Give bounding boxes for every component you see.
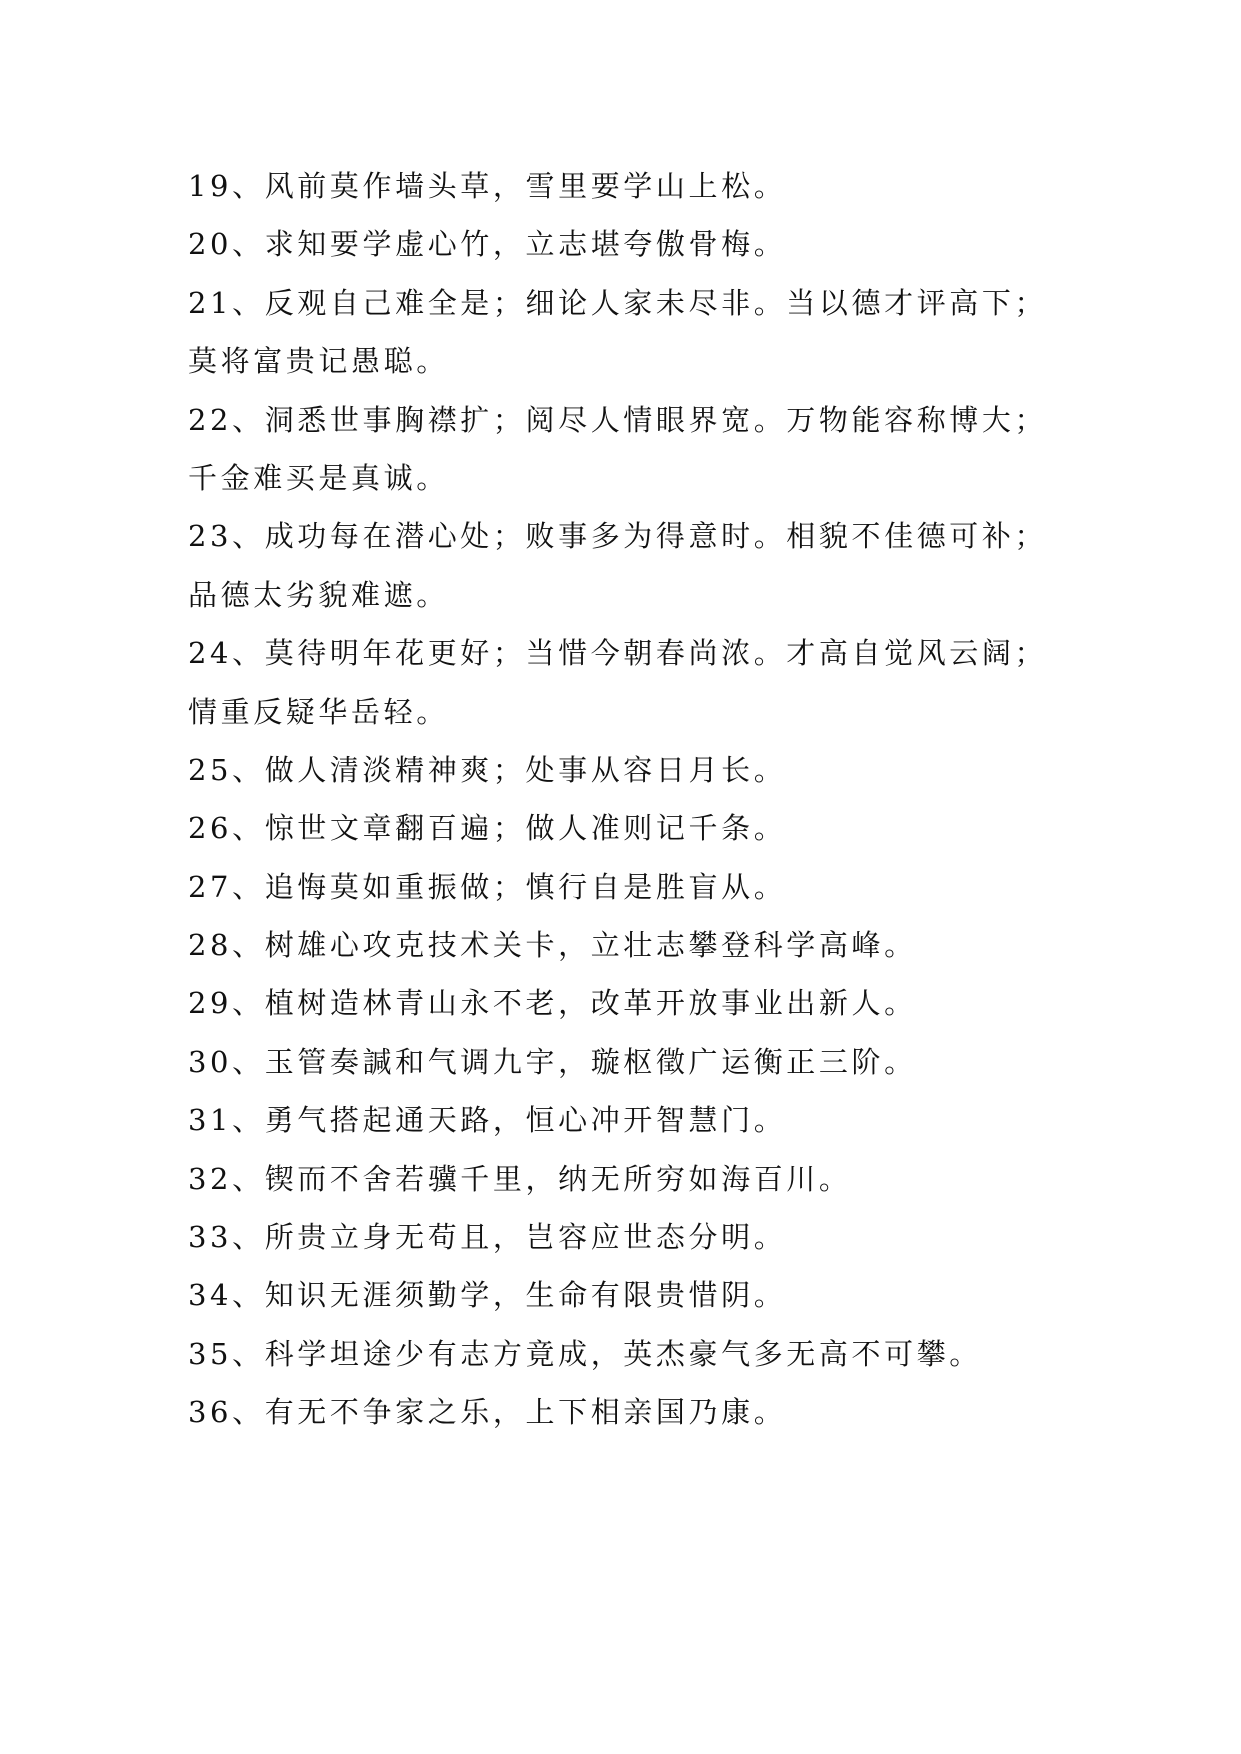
text-line-27: 27、追悔莫如重振做；慎行自是胜盲从。 [188, 869, 787, 904]
text-line-36: 36、有无不争家之乐，上下相亲国乃康。 [188, 1395, 787, 1430]
text-line-24a: 24、莫待明年花更好；当惜今朝春尚浓。才高自觉风云阔； [188, 636, 1048, 671]
text-line-26: 26、惊世文章翻百遍；做人准则记千条。 [188, 811, 787, 846]
text-line-28: 28、树雄心攻克技术关卡，立壮志攀登科学高峰。 [188, 928, 917, 963]
document-body [188, 157, 1088, 1442]
text-line-22b: 千金难买是真诚。 [188, 460, 449, 495]
text-line-19: 19、风前莫作墙头草，雪里要学山上松。 [188, 169, 787, 203]
text-line-25: 25、做人清淡精神爽；处事从容日月长。 [188, 752, 787, 787]
text-line-29: 29、植树造林青山永不老，改革开放事业出新人。 [188, 986, 917, 1021]
text-line-21b: 莫将富贵记愚聪。 [188, 344, 449, 379]
text-line-24b: 情重反疑华岳轻。 [188, 694, 449, 729]
text-line-20: 20、求知要学虚心竹，立志堪夸傲骨梅。 [188, 227, 787, 262]
text-line-23b: 品德太劣貌难遮。 [188, 577, 449, 612]
text-line-33: 33、所贵立身无苟且，岂容应世态分明。 [188, 1220, 787, 1255]
text-line-30: 30、玉管奏諴和气调九宇，璇枢徵广运衡正三阶。 [188, 1044, 917, 1079]
text-line-31: 31、勇气搭起通天路，恒心冲开智慧门。 [188, 1103, 787, 1138]
text-line-34: 34、知识无涯须勤学，生命有限贵惜阴。 [188, 1278, 787, 1313]
text-line-32: 32、锲而不舍若骥千里，纳无所穷如海百川。 [188, 1161, 852, 1196]
text-line-21a: 21、反观自己难全是；细论人家未尽非。当以德才评高下； [188, 285, 1048, 320]
text-line-23a: 23、成功每在潜心处；败事多为得意时。相貌不佳德可补； [188, 519, 1048, 554]
text-line-35: 35、科学坦途少有志方竟成，英杰豪气多无高不可攀。 [188, 1336, 982, 1371]
text-line-22a: 22、洞悉世事胸襟扩；阅尽人情眼界宽。万物能容称博大； [188, 402, 1048, 437]
